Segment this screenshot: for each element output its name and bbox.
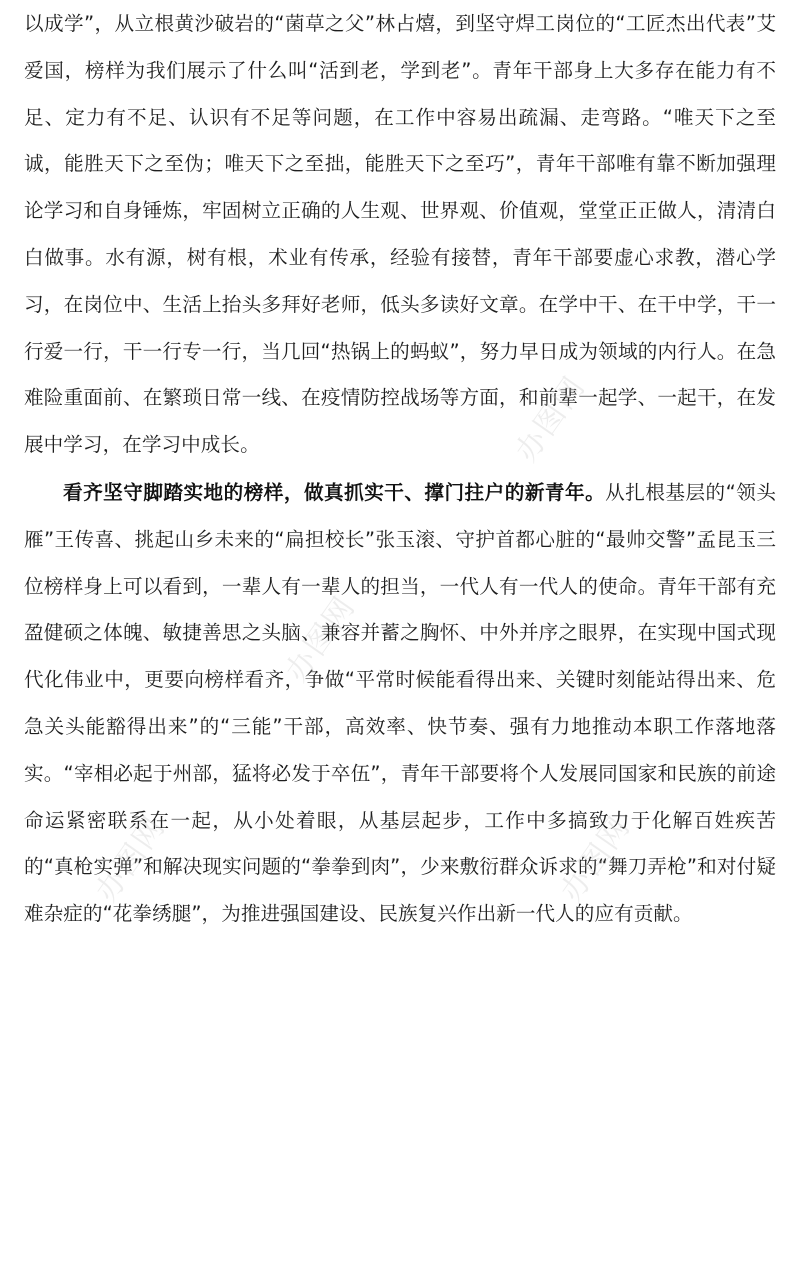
watermark-4: 办图网 bbox=[554, 809, 638, 909]
paragraph-2-lead: 看齐坚守脚踏实地的榜样，做真抓实干、撑门拄户的新青年。 bbox=[63, 480, 606, 504]
paragraph-2 bbox=[24, 469, 776, 938]
paragraph-1: 以成学”，从立根黄沙破岩的“菌草之父”林占熺，到坚守焊工岗位的“工匠杰出代表”艾爱国，榜样为我们展示了什么叫“活到老，学到老”。青年干部身上大多存在能力有不足、定力有不足、认识有不足等问题，在工作中容易出疏漏、走弯路。“唯天下之至诚，能胜天下之至伪；唯天下之至拙，能胜天下之至巧”，青年干部唯有靠不断加强理论学习和自身锤炼，牢固树立正确的人生观、世界观、价值观，堂堂正正做人，清清白白做事。水有源，树有根，术业有传承，经验有接替，青年干部要虚心求教，潜心学习，在岗位中、生活上抬头多拜好老师，低头多读好文章。在学中干、在干中学，干一行爱一行，干一行专一行，当几回“热锅上的蚂蚁”，努力早日成为领域的内行人。在急难险重面前、在繁琐日常一线、在疫情防控战场等方面，和前辈一起学、一起干，在发展中学习，在学习中成长。 bbox=[24, 12, 776, 457]
watermark-1: 办图网 bbox=[509, 369, 593, 469]
paragraph-2-body: 从扎根基层的“领头雁”王传喜、挑起山乡未来的“扁担校长”张玉滚、守护首都心脏的“最帅交警”孟昆玉三位榜样身上可以看到，一辈人有一辈人的担当，一代人有一代人的使命。青年干部有充盈健硕之体魄、敏捷善思之头脑、兼容并蓄之胸怀、中外并序之眼界，在实现中国式现代化伟业中，更要向榜样看齐，争做“平常时候能看得出来、关键时刻能站得出来、危急关头能豁得出来”的“三能”干部，高效率、快节奏、强有力地推动本职工作落地落实。“宰相必起于州部，猛将必发于卒伍”，青年干部要将个人发展同国家和民族的前途命运紧密联系在一起，从小处着眼，从基层起步，工作中多搞致力于化解百姓疾苦的“真枪实弹”和解决现实问题的“拳拳到肉”，少来敷衍群众诉求的“舞刀弄枪”和对付疑难杂症的“花拳绣腿”，为推进强国建设、民族复兴作出新一代人的应有贡献。 bbox=[24, 480, 776, 926]
watermark-3: 办图网 bbox=[89, 809, 173, 909]
watermark-2: 办图网 bbox=[279, 589, 363, 689]
document-body bbox=[24, 0, 776, 938]
